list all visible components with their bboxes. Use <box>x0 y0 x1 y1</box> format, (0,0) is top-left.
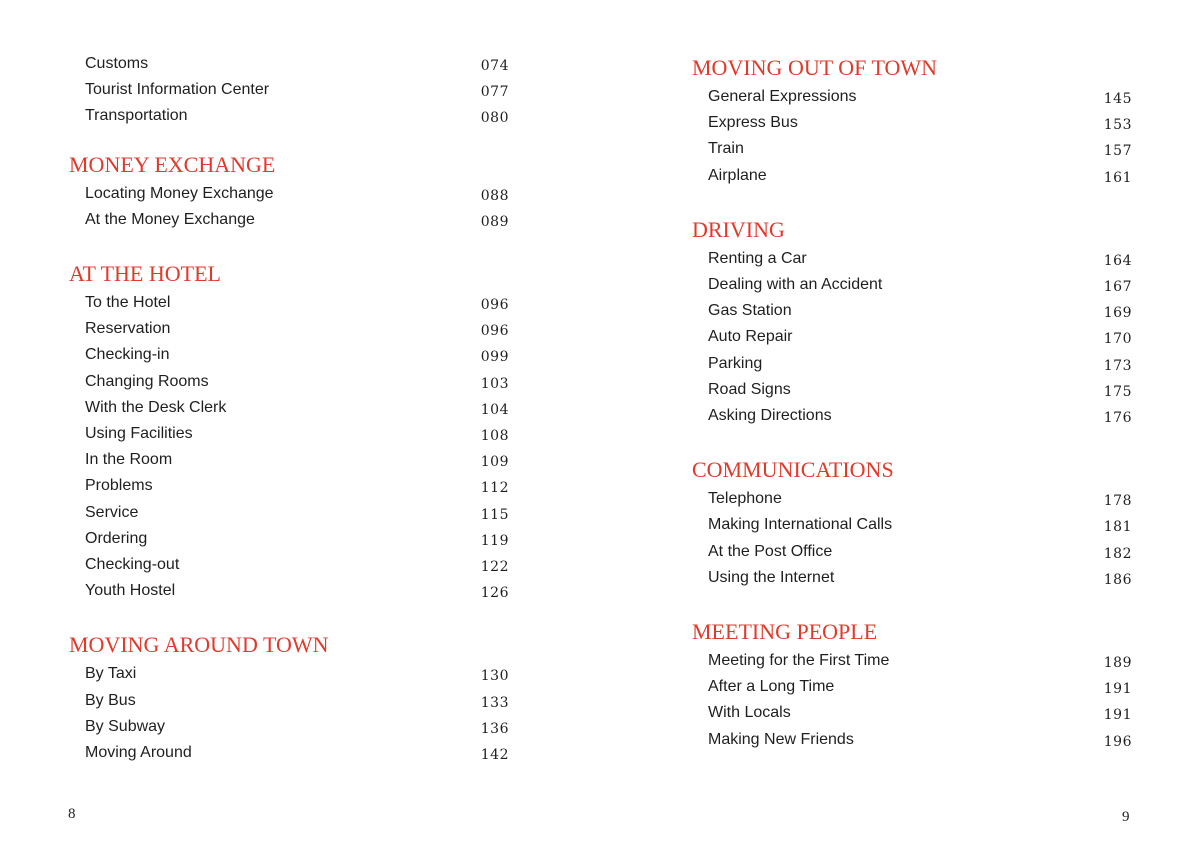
toc-entry-label: Youth Hostel <box>85 582 176 600</box>
section-title: MONEY EXCHANGE <box>69 151 276 177</box>
toc-entry-page-number: 133 <box>480 694 509 711</box>
toc-entry-page-number: 122 <box>480 559 509 575</box>
toc-entry-page-number: 167 <box>1103 279 1132 295</box>
toc-entry-label: Locating Money Exchange <box>85 184 274 202</box>
toc-entry-label: After a Long Time <box>708 678 835 696</box>
toc-entry-page-number: 173 <box>1103 357 1132 374</box>
toc-entry-label: Express Bus <box>708 114 798 132</box>
toc-entry-page-number: 178 <box>1103 493 1132 510</box>
toc-entry-label: Reservation <box>85 320 171 338</box>
page-number-left: 8 <box>68 806 76 822</box>
toc-entry-label: In the Room <box>85 451 173 469</box>
toc-entry-page-number: 161 <box>1103 169 1132 186</box>
toc-entry[interactable] <box>69 51 509 77</box>
toc-entry-page-number: 119 <box>480 532 509 549</box>
toc-entry-page-number: 145 <box>1103 91 1132 107</box>
toc-entry-label: Transportation <box>85 107 188 125</box>
toc-entry[interactable] <box>69 395 509 421</box>
toc-entry[interactable] <box>69 103 509 129</box>
toc-entry[interactable] <box>69 181 509 207</box>
section-title: MOVING AROUND TOWN <box>69 632 329 658</box>
right-page <box>692 0 1132 857</box>
toc-entry-label: Tourist Information Center <box>85 81 270 99</box>
toc-entry-label: Renting a Car <box>708 249 807 267</box>
toc-entry-page-number: 096 <box>480 323 509 340</box>
toc-entry-page-number: 077 <box>480 84 509 101</box>
toc-entry-label: By Bus <box>85 691 136 709</box>
toc-entry[interactable] <box>69 526 509 552</box>
toc-entry-label: Road Signs <box>708 380 791 398</box>
toc-entry[interactable] <box>692 110 1132 136</box>
toc-entry-label: Meeting for the First Time <box>708 652 890 669</box>
toc-entry-page-number: 181 <box>1103 519 1132 536</box>
toc-entry-label: Gas Station <box>708 302 792 320</box>
toc-entry-label: Making New Friends <box>708 730 854 748</box>
toc-entry-page-number: 153 <box>1103 117 1132 134</box>
toc-entry[interactable] <box>69 473 509 499</box>
toc-entry-page-number: 130 <box>480 668 509 685</box>
toc-entry[interactable] <box>69 207 509 233</box>
toc-entry-label: By Subway <box>85 717 166 735</box>
toc-entry-label: Parking <box>708 354 763 372</box>
toc-entry[interactable] <box>692 486 1132 512</box>
toc-entry-label: General Expressions <box>708 88 857 105</box>
toc-entry-page-number: 089 <box>480 213 509 230</box>
toc-entry-label: By Taxi <box>85 665 137 683</box>
toc-entry[interactable] <box>692 351 1132 377</box>
toc-entry-label: Asking Directions <box>708 407 832 424</box>
toc-entry-label: Telephone <box>708 490 782 508</box>
toc-entry-page-number: 176 <box>1103 410 1132 426</box>
toc-entry[interactable] <box>692 272 1132 298</box>
toc-entry[interactable] <box>692 674 1132 700</box>
toc-entry[interactable] <box>692 136 1132 162</box>
toc-entry[interactable] <box>69 342 509 368</box>
toc-entry-page-number: 115 <box>480 506 509 523</box>
toc-entry-page-number: 080 <box>480 110 509 127</box>
toc-entry-page-number: 175 <box>1103 383 1132 400</box>
toc-entry-page-number: 142 <box>480 747 509 763</box>
toc-entry-page-number: 126 <box>480 585 509 602</box>
toc-entry-page-number: 108 <box>480 428 509 444</box>
toc-entry[interactable] <box>692 246 1132 272</box>
toc-entry-page-number: 189 <box>1103 655 1132 671</box>
toc-entry-page-number: 136 <box>480 720 509 737</box>
toc-entry-page-number: 112 <box>480 480 509 497</box>
toc-entry[interactable] <box>692 648 1132 674</box>
toc-entry-page-number: 196 <box>1103 733 1132 750</box>
toc-entry[interactable] <box>69 500 509 526</box>
section-title: COMMUNICATIONS <box>692 457 894 483</box>
toc-entry-label: Service <box>85 503 139 521</box>
toc-entry[interactable] <box>69 661 509 687</box>
toc-entry[interactable] <box>692 700 1132 726</box>
toc-entry[interactable] <box>692 163 1132 189</box>
toc-entry[interactable] <box>69 369 509 395</box>
toc-entry[interactable] <box>69 77 509 103</box>
toc-entry-page-number: 157 <box>1103 143 1132 160</box>
toc-entry-label: Checking-in <box>85 346 170 364</box>
section-title: MOVING OUT OF TOWN <box>692 55 938 80</box>
toc-entry[interactable] <box>69 290 509 316</box>
toc-entry[interactable] <box>69 740 509 766</box>
left-page <box>69 0 509 857</box>
section-title: AT THE HOTEL <box>69 261 221 286</box>
toc-entry-page-number: 169 <box>1103 305 1132 322</box>
toc-entry-label: Auto Repair <box>708 328 793 346</box>
toc-entry-label: Train <box>708 140 744 158</box>
toc-entry[interactable] <box>692 377 1132 403</box>
toc-entry-label: At the Post Office <box>708 542 833 560</box>
toc-entry-label: Moving Around <box>85 744 192 761</box>
section-title: DRIVING <box>692 216 785 242</box>
toc-entry[interactable] <box>69 421 509 447</box>
toc-entry[interactable] <box>692 84 1132 110</box>
toc-entry-page-number: 170 <box>1103 331 1132 348</box>
section-title: MEETING PEOPLE <box>692 619 878 644</box>
toc-entry[interactable] <box>692 298 1132 324</box>
toc-entry-label: Checking-out <box>85 556 180 573</box>
toc-entry-label: Making International Calls <box>708 516 893 534</box>
toc-entry[interactable] <box>692 512 1132 538</box>
toc-entry-page-number: 096 <box>480 297 509 313</box>
toc-entry-label: To the Hotel <box>85 294 171 311</box>
toc-entry[interactable] <box>69 316 509 342</box>
toc-entry-label: Using the Internet <box>708 568 835 586</box>
toc-entry-page-number: 103 <box>480 375 509 392</box>
page-number-right: 9 <box>1122 809 1130 825</box>
toc-entry-page-number: 104 <box>480 401 509 418</box>
toc-entry-page-number: 088 <box>480 187 509 204</box>
toc-entry-page-number: 109 <box>480 454 509 471</box>
toc-entry-label: At the Money Exchange <box>85 210 255 228</box>
toc-entry-page-number: 164 <box>1103 252 1132 269</box>
toc-entry-page-number: 191 <box>1103 707 1132 724</box>
toc-entry[interactable] <box>69 447 509 473</box>
toc-entry[interactable] <box>69 578 509 604</box>
toc-entry-page-number: 191 <box>1103 681 1132 698</box>
toc-entry[interactable] <box>692 403 1132 429</box>
toc-entry-page-number: 182 <box>1103 545 1132 562</box>
toc-entry-label: With the Desk Clerk <box>85 398 227 416</box>
toc-entry-label: With Locals <box>708 704 791 722</box>
toc-entry[interactable] <box>69 714 509 740</box>
toc-entry-label: Problems <box>85 477 153 495</box>
toc-entry-page-number: 074 <box>480 58 509 74</box>
toc-entry[interactable] <box>69 688 509 714</box>
toc-entry[interactable] <box>69 552 509 578</box>
toc-entry[interactable] <box>692 565 1132 591</box>
toc-entry[interactable] <box>692 324 1132 350</box>
toc-entry[interactable] <box>692 727 1132 753</box>
toc-entry-label: Dealing with an Accident <box>708 276 883 293</box>
toc-entry-page-number: 099 <box>480 349 509 366</box>
toc-entry[interactable] <box>692 539 1132 565</box>
toc-entry-page-number: 186 <box>1103 571 1132 588</box>
toc-entry-label: Customs <box>85 55 149 72</box>
toc-entry-label: Changing Rooms <box>85 372 209 390</box>
toc-entry-label: Using Facilities <box>85 425 193 442</box>
toc-entry-label: Airplane <box>708 166 767 184</box>
toc-entry-label: Ordering <box>85 529 148 547</box>
